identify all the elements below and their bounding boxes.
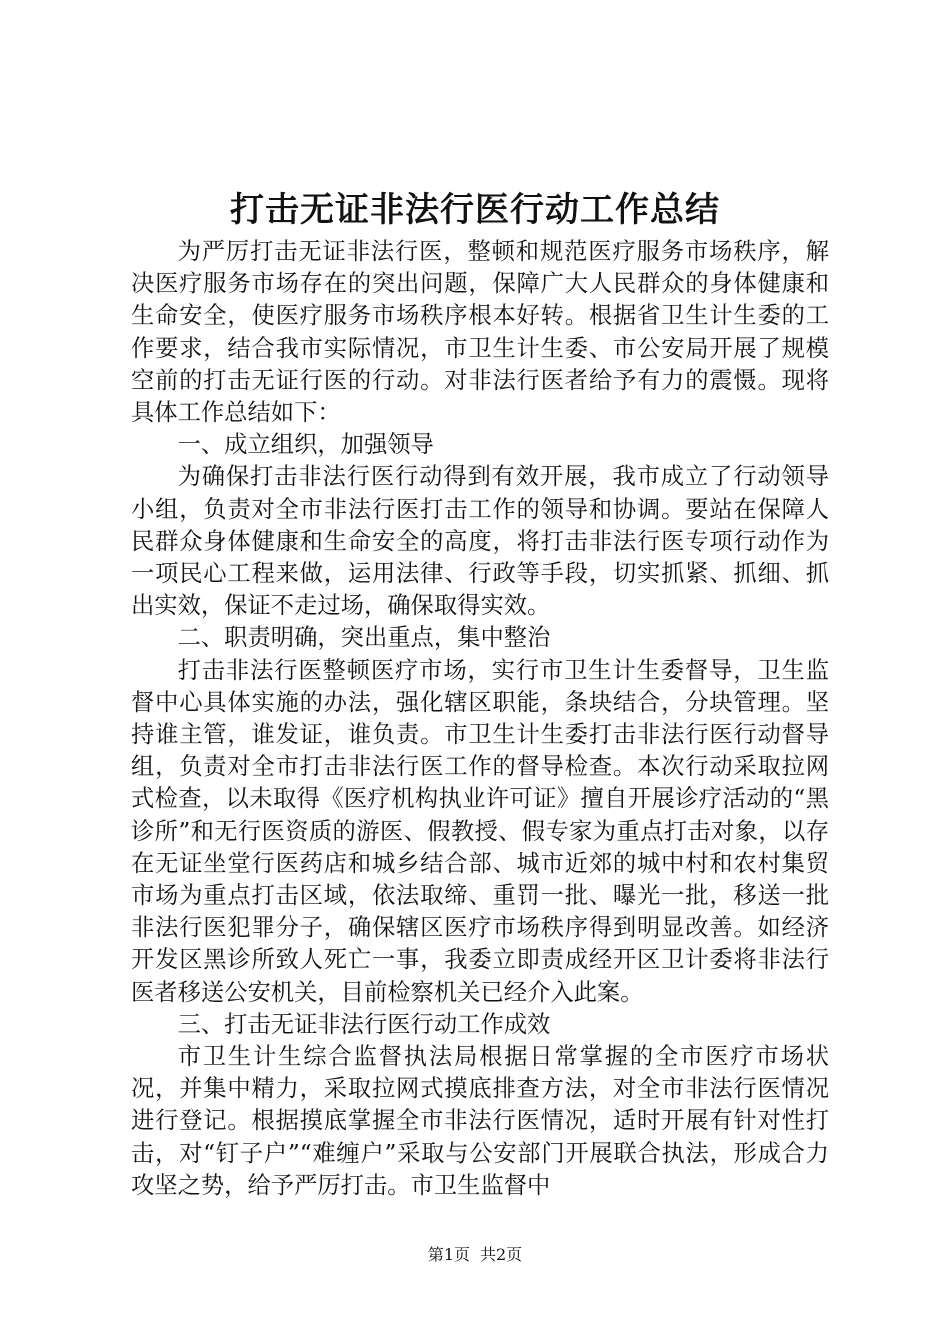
section-paragraph-1: 为确保打击非法行医行动得到有效开展，我市成立了行动领导小组，负责对全市非法行医打击工作的领导和协调。要站在保障人民群众身体健康和生命安全的高度，将打击非法行医专项行动作为一项民心工程来做，运用法律、行政等手段，切实抓紧、抓细、抓出实效，保证不走过场，确保取得实效。 — [131, 463, 829, 620]
section-paragraph-2: 打击非法行医整顿医疗市场，实行市卫生计生委督导，卫生监督中心具体实施的办法，强化辖区职能，条块结合，分块管理。坚持谁主管，谁发证，谁负责。市卫生计生委打击非法行医行动督导组，负责对全市打击非法行医工作的督导检查。本次行动采取拉网式检查，以未取得《医疗机构执业许可证》擅自开展诊疗活动的“黑诊所”和无行医资质的游医、假教授、假专家为重点打击对象，以存在无证坐堂行医药店和城乡结合部、城市近郊的城中村和农村集贸市场为重点打击区域，依法取缔、重罚一批、曝光一批，移送一批非法行医犯罪分子，确保辖区医疗市场秩序得到明显改善。如经济开发区黑诊所致人死亡一事，我委立即责成经开区卫计委将非法行医者移送公安机关，目前检察机关已经介入此案。 — [131, 656, 829, 1006]
page-footer — [0, 1244, 950, 1266]
document-title: 打击无证非法行医行动工作总结 — [230, 190, 720, 230]
section-paragraph-3: 市卫生计生综合监督执法局根据日常掌握的全市医疗市场状况，并集中精力，采取拉网式摸底排查方法，对全市非法行医情况进行登记。根据摸底掌握全市非法行医情况，适时开展有针对性打击，对“钉子户”“难缠户”采取与公安部门开展联合执法，形成合力攻坚之势，给予严厉打击。市卫生监督中 — [131, 1043, 829, 1199]
page-number-current: 第1页 — [427, 1245, 470, 1264]
intro-paragraph: 为严厉打击无证非法行医，整顿和规范医疗服务市场秩序，解决医疗服务市场存在的突出问题，保障广大人民群众的身体健康和生命安全，使医疗服务市场秩序根本好转。根据省卫生计生委的工作要求，结合我市实际情况，市卫生计生委、市公安局开展了规模空前的打击无证行医的行动。对非法行医者给予有力的震慑。现将具体工作总结如下： — [131, 238, 829, 427]
section-heading-1: 一、成立组织，加强领导 — [177, 431, 434, 459]
page-number-total: 共2页 — [480, 1245, 523, 1264]
document-body — [131, 236, 829, 1202]
section-heading-2: 二、职责明确，突出重点，集中整治 — [177, 624, 551, 652]
section-heading-3: 三、打击无证非法行医行动工作成效 — [177, 1010, 551, 1038]
